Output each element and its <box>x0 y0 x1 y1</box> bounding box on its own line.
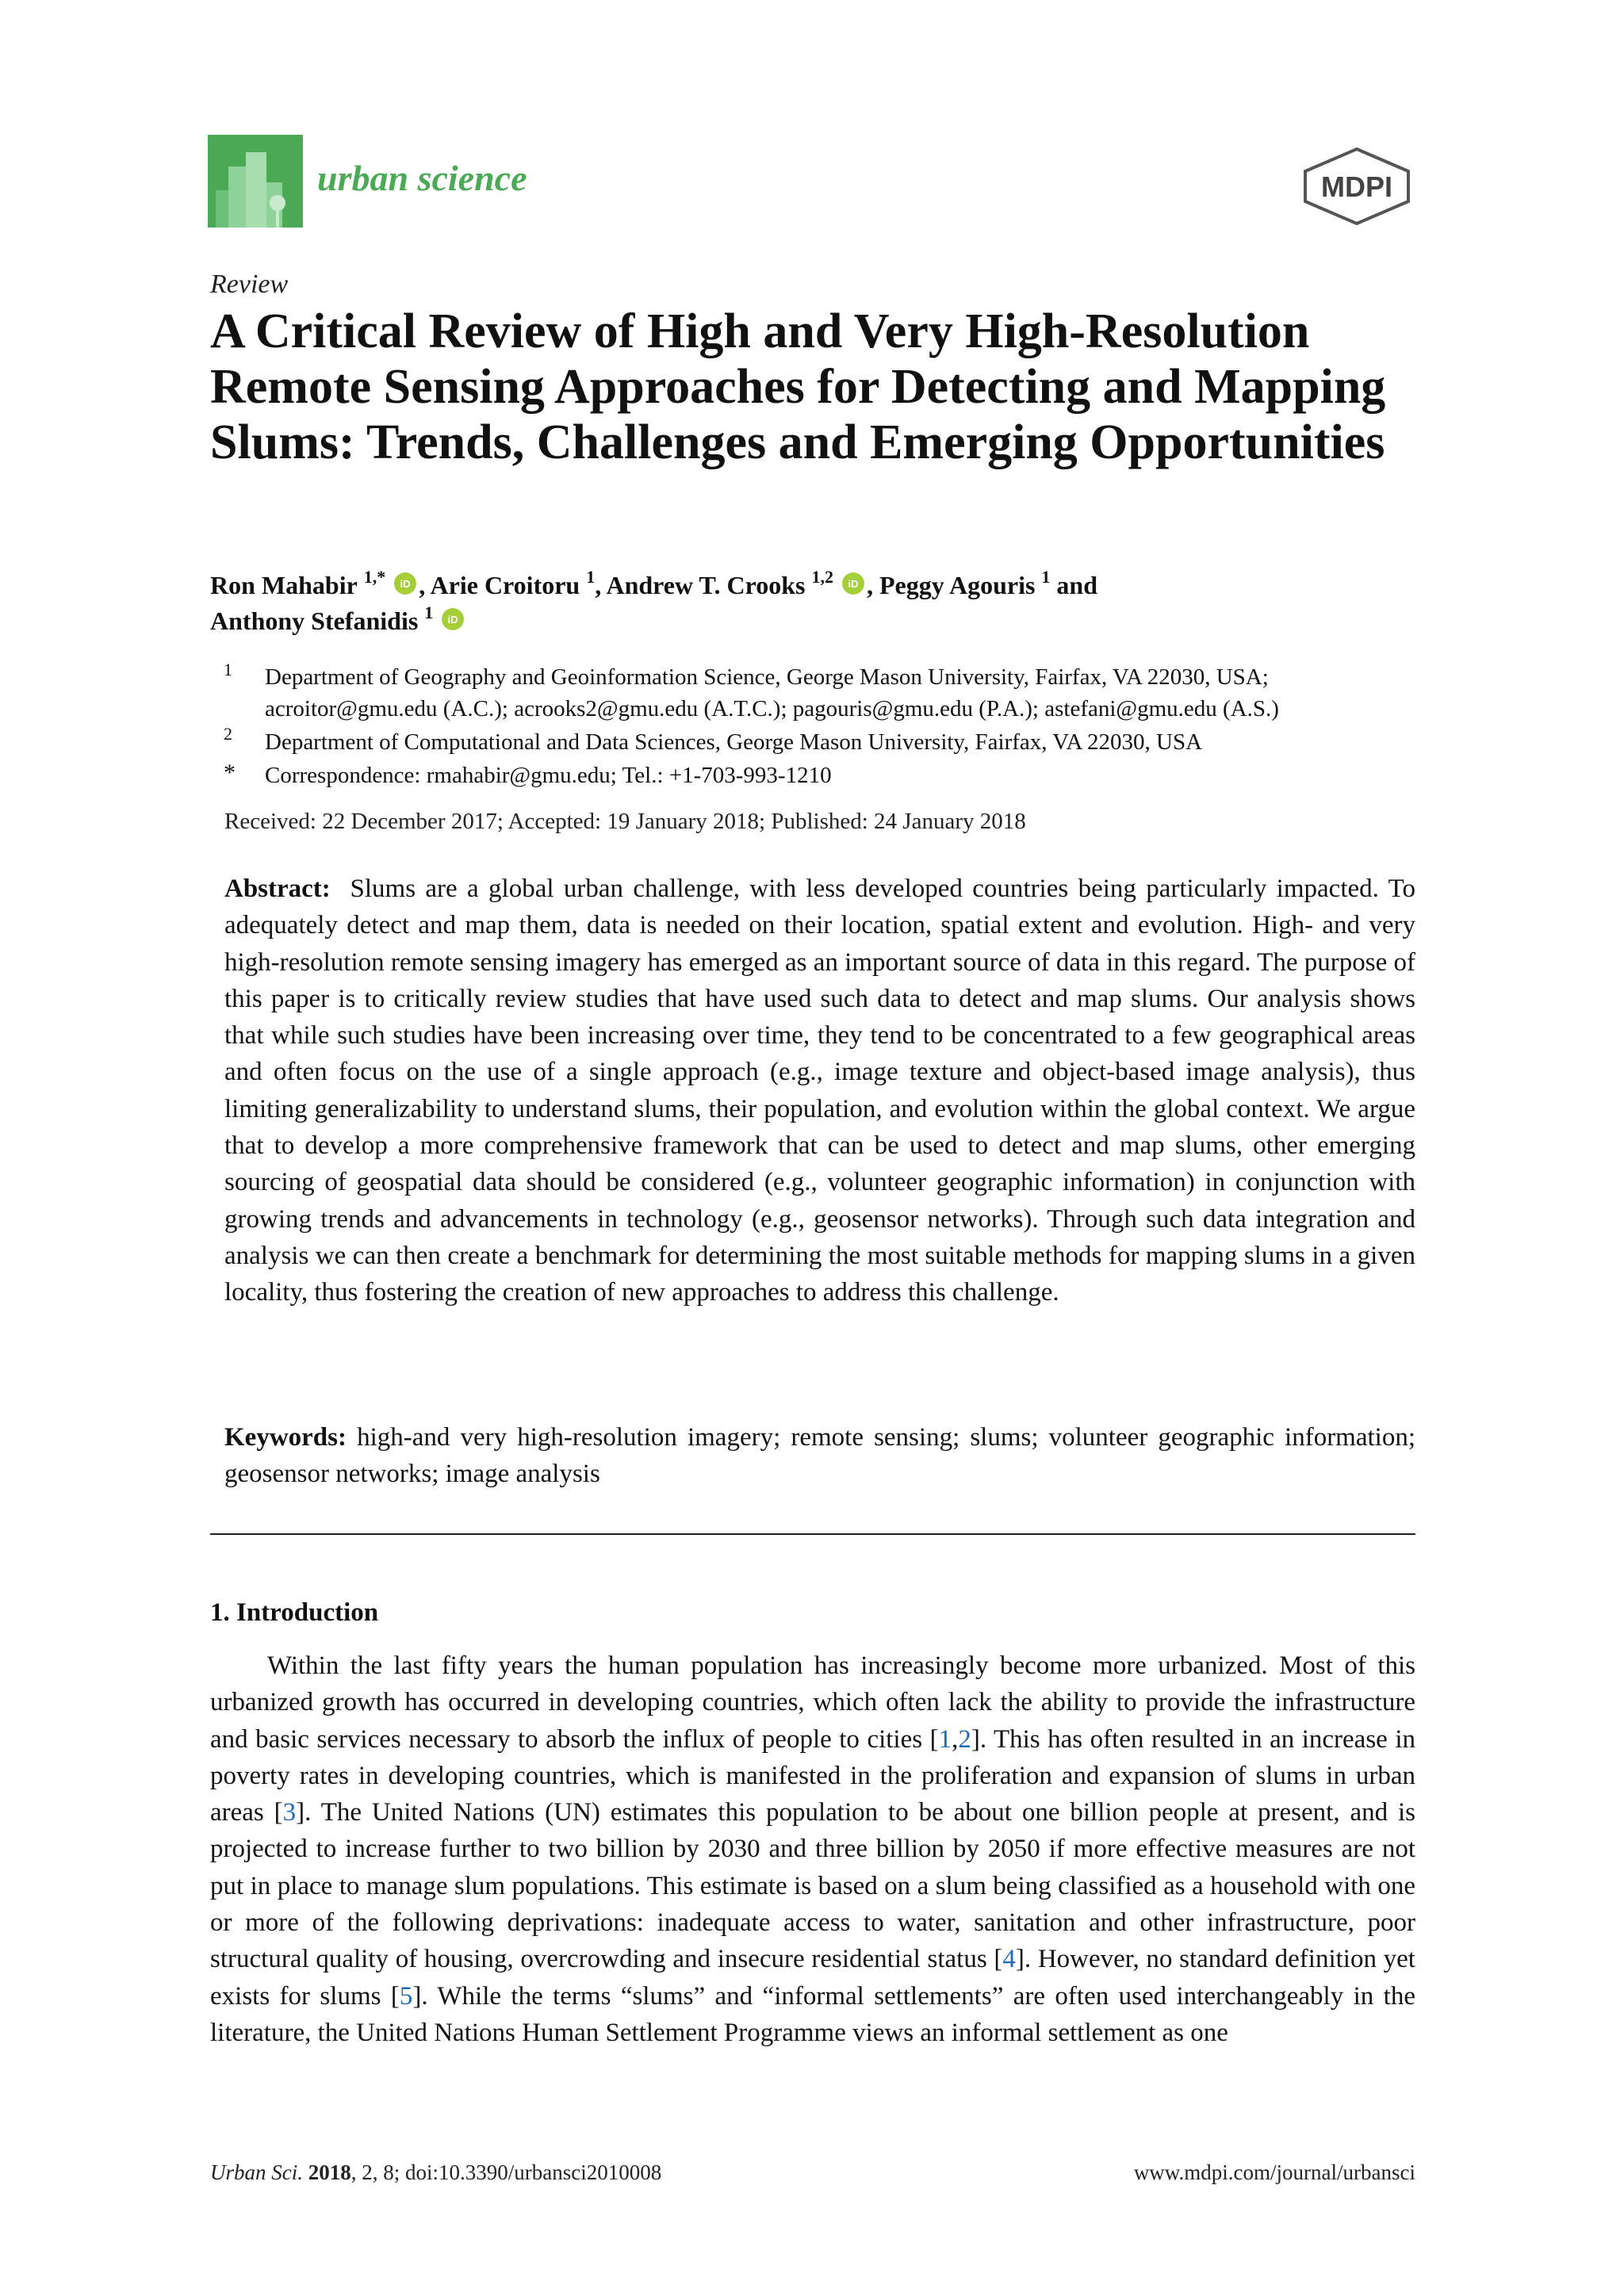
svg-text:iD: iD <box>447 614 458 626</box>
svg-text:iD: iD <box>848 578 859 590</box>
reference-link[interactable]: 5 <box>399 1981 413 2011</box>
orcid-icon[interactable] <box>393 572 417 595</box>
introduction-paragraph <box>210 1647 1415 2051</box>
keywords-text: high-and very high-resolution imagery; remote sensing; slums; volunteer geographic information; geosensor networks; image analysis <box>224 1423 1416 1489</box>
author-separator: and <box>1050 571 1097 599</box>
publisher-logo <box>1299 147 1415 226</box>
svg-text:iD: iD <box>400 578 411 590</box>
affiliation-marker: 1 <box>224 660 232 679</box>
abstract-label: Abstract: <box>224 874 331 903</box>
intro-text: ]. While the terms “slums” and “informal settlements” are often used interchangeably in the literature, the United Nations Human Settlement Programme views an informal settlement as one <box>210 1981 1415 2047</box>
abstract <box>224 871 1415 1311</box>
author-affiliation-marker: 1 <box>424 603 434 623</box>
intro-text: Within the last fifty years the human population has increasingly become more urbanized. Most of this urbanized growth has occurred in developing countries, which often lack the ability to provide the infrastructure and basic services necessary to absorb the influx of people to cities [ <box>210 1651 1415 1754</box>
orcid-icon[interactable] <box>441 607 465 631</box>
footer-journal-abbrev: Urban Sci. <box>210 2160 303 2184</box>
journal-logo <box>208 135 303 228</box>
author-separator: , <box>419 571 431 599</box>
author-affiliation-marker: 1 <box>586 567 596 587</box>
keywords-label: Keywords: <box>224 1423 347 1452</box>
author-name: Peggy Agouris <box>879 571 1036 599</box>
publication-dates: Received: 22 December 2017; Accepted: 19 January 2018; Published: 24 January 2018 <box>224 809 1026 834</box>
author-affiliation-marker: 1 <box>1041 567 1051 587</box>
author-list-line2 <box>210 603 1447 639</box>
footer-url[interactable]: www.mdpi.com/journal/urbansci <box>1133 2160 1415 2184</box>
author-separator: , <box>595 571 607 599</box>
reference-link[interactable]: 2 <box>958 1724 971 1754</box>
keywords <box>224 1419 1415 1493</box>
affiliation-1 <box>265 661 1438 725</box>
svg-text:MDPI: MDPI <box>1321 170 1392 203</box>
intro-text: ]. However, no standard definition yet exists for slums [ <box>210 1945 1415 2011</box>
orcid-icon[interactable] <box>841 572 865 595</box>
author-name: Anthony Stefanidis <box>210 607 419 635</box>
article-title: A Critical Review of High and Very High-Resolution Remote Sensing Approaches for Detecting and Mapping Slums: Trends, Challenges and Emerging Opportunities <box>210 304 1386 469</box>
footer-citation <box>210 2160 661 2185</box>
section-heading: 1. Introduction <box>210 1598 379 1627</box>
intro-text: ]. The United Nations (UN) estimates this population to be about one billion people at present, and is projected to increase further to two billion by 2030 and three billion by 2050 if more effective measures are not put in place to manage slum populations. This estimate is based on a slum being classified as a household with one or more of the following deprivations: inadequate access to water, sanitation and other infrastructure, poor structural quality of housing, overcrowding and insecure residential status [ <box>210 1798 1416 1974</box>
journal-name: urban science <box>317 158 527 198</box>
abstract-text: Slums are a global urban challenge, with less developed countries being particularly impacted. To adequately detect and map them, data is needed on their location, spatial extent and evolution. High- and very high-resolution remote sensing imagery has emerged as an important source of data in this regard. The purpose of this paper is to critically review studies that have used such data to detect and map slums. Our analysis shows that while such studies have been increasing over time, they tend to be concentrated to a few geographical areas and often focus on the use of a single approach (e.g., image texture and object-based image analysis), thus limiting generalizability to understand slums, their population, and evolution within the global context. We argue that to develop a more comprehensive framework that can be used to detect and map slums, other emerging sourcing of geospatial data should be considered (e.g., volunteer geographic information) in conjunction with growing trends and advancements in technology (e.g., geosensor networks). Through such data integration and analysis we can then create a benchmark for determining the most suitable methods for mapping slums in a given locality, thus fostering the creation of new approaches to address this challenge. <box>224 874 1415 1307</box>
author-separator: , <box>866 571 879 599</box>
affiliation-1-line2: acroitor@gmu.edu (A.C.); acrooks2@gmu.edu (A.T.C.); pagouris@gmu.edu (P.A.); astefani@gmu.edu (A.S.) <box>265 696 1279 721</box>
footer-citation-text: , 2, 8; doi:10.3390/urbansci2010008 <box>350 2160 662 2184</box>
affiliation-marker: 2 <box>224 724 232 744</box>
reference-link[interactable]: 1 <box>938 1724 952 1754</box>
author-name: Arie Croitoru <box>430 571 580 599</box>
reference-link[interactable]: 4 <box>1002 1945 1016 1974</box>
article-type: Review <box>210 270 289 299</box>
intro-text: ]. This has often resulted in an increase in poverty rates in developing countries, which is manifested in the proliferation and expansion of slums in urban areas [ <box>210 1724 1415 1827</box>
author-affiliation-marker: 1,2 <box>811 567 833 587</box>
intro-text: , <box>952 1724 959 1754</box>
correspondence: Correspondence: rmahabir@gmu.edu; Tel.: +1-703-993-1210 <box>265 763 832 788</box>
author-list <box>210 568 1447 603</box>
author-name: Andrew T. Crooks <box>606 571 806 599</box>
affiliation-2: Department of Computational and Data Sciences, George Mason University, Fairfax, VA 22030, USA <box>265 729 1203 755</box>
author-name: Ron Mahabir <box>210 571 358 599</box>
footer-year: 2018 <box>308 2160 351 2184</box>
affiliation-1-line1: Department of Geography and Geoinformation Science, George Mason University, Fairfax, VA 22030, USA; <box>265 664 1269 690</box>
reference-link[interactable]: 3 <box>282 1798 297 1827</box>
affiliation-marker: * <box>224 760 236 786</box>
author-affiliation-marker: 1,* <box>363 567 386 587</box>
section-divider <box>210 1533 1415 1535</box>
